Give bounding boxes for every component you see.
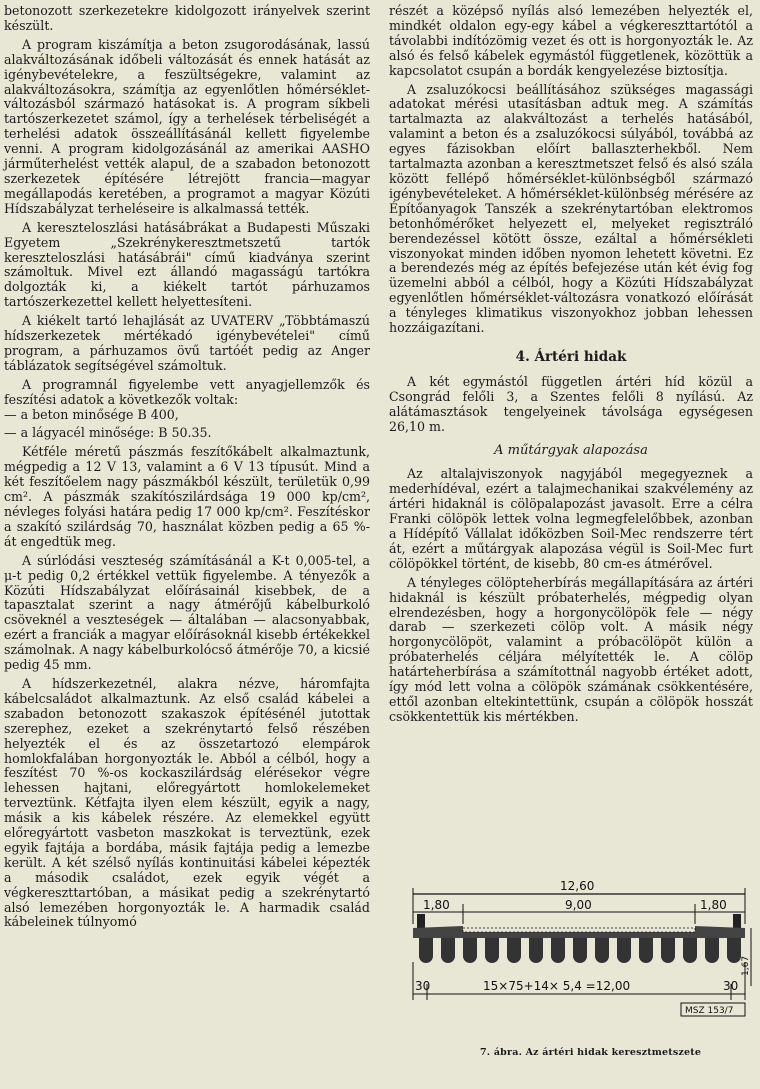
dimension-right: 1,80 bbox=[700, 898, 727, 912]
paragraph: A tényleges cölöpteherbírás megállapítására az ártéri hidaknál is készült próbaterhelés, mégpedig olyan elrendezésben, hogy a horgonycölöpök fele — négy darab — szerkezeti cölöp volt. A másik négy horgonycölöpöt, valamint a próbacölöpöt külön a próbaterhelés céljára mélyítették le. A cölöp határteherbírása a számítottnál nagyobb értéket adott, így mód lett volna a cölöpök számának csökkentésére, ettől azonban eltekintettünk, csupán a cölöpök hosszát csökkentettük kis mértékben. bbox=[389, 574, 753, 724]
paragraph: A kereszteloszlási hatásábrákat a Budapesti Műszaki Egyetem „Szekrénykeresztmetszetű tartók kereszteloszlási hatásábrái" című kiadványa szerint számoltuk. Mivel ezt állandó magasságú tartókra dolgozták ki, a kiékelt tartót párhuzamos tartószerkezettel kellett helyettesíteni. bbox=[4, 219, 370, 310]
girder bbox=[463, 938, 477, 963]
girder bbox=[529, 938, 543, 963]
girder bbox=[441, 938, 455, 963]
paragraph: A hídszerkezetnél, alakra nézve, háromfajta kábelcsaládot alkalmaztunk. Az első család kábelei a szabadon betonozott szakaszok építésénél jutottak szerephez, ezeket a szekrénytartó felső részében helyezték el és az összetartozó elempárok homlokfalában horgonyozták le. Abból a célból, hogy a feszítést 70 %-os kockaszilárdság elérésekor végre lehessen hajtani, előregyártott homlokelemeket terveztünk. Kétfajta ilyen elem készült, egyik a nagy, másik a kis kábelek részére. Az elemekkel együtt előregyártott vasbeton maszkokat is terveztünk, ezek egyik fajtája a bordába, másik fajtája pedig a lemezbe került. A két szélső nyílás kontinuitási kábelei képezték a második családot, ezek egyik végét a végkereszttartóban, a másikat pedig a szekrénytartó alsó lemezében horgonyozták le. A harmadik család kábeleinek túlnyomó bbox=[4, 675, 370, 930]
dimension-height: 1,67 bbox=[741, 955, 751, 976]
paragraph: részét a középső nyílás alsó lemezében helyezték el, mindkét oldalon egy-egy kábel a végkereszttartótól a távolabbi indítózömig vezet és ott is horgonyozták le. Az alsó és felső kábelek egymástól függetlenek, közöttük a kapcsolatot csupán a bordák kengyelezése biztosítja. bbox=[389, 3, 753, 78]
section-heading: 4. Ártéri hidak bbox=[515, 348, 627, 365]
list-item: — a beton minősége B 400, bbox=[4, 406, 179, 422]
girder bbox=[507, 938, 521, 963]
girder bbox=[617, 938, 631, 963]
girder bbox=[661, 938, 675, 963]
paragraph: A zsaluzókocsi beállításához szükséges magassági adatokat mérési utasításban adtuk meg. A számítás tartalmazta az alakváltozást a terhelés hatásából, valamint a beton és a zsaluzókocsi súlyából, továbbá az egyes fázisokban előírt ballaszterhekből. Nem tartalmazta azonban a keresztmetszet felső és alsó szála között fellépő hőmérséklet-különbségből származó igénybevételeket. A hőmérséklet-különbség mérésére az Építőanyagok Tanszék a szekrénytartóban elektromos betonhőmérőket helyezett el, melyeket regisztráló berendezéssel kötött össze, ezáltal a hőmérsékleti viszonyokat minden időben nyomon lehetett követni. Ez a berendezés még az építés befejezése után két évig fog üzemelni abból a célból, hogy a Közúti Hídszabályzat egyenlőtlen hőmérséklet-változásra vonatkozó előírását a tényleges klimatikus viszonyokhoz jobban lehessen hozzáigazítani. bbox=[389, 81, 753, 336]
paragraph: Kétféle méretű pászmás feszítőkábelt alkalmaztunk, mégpedig a 12 V 13, valamint a 6 V 13 típusút. Mind a két feszítőelem nagy pászmákból készült, területük 0,99 cm². A pászmák szakítószilárdsága 19 000 kp/cm², névleges folyási határa pedig 17 000 kp/cm². Feszítéskor a szakító szilárdság 70, használat közben pedig a 65 %-át engedtük meg. bbox=[4, 444, 370, 549]
paragraph: A kiékelt tartó lehajlását az UVATERV „Többtámaszú hídszerkezetek mértékadó igénybevételei" című program, a párhuzamos övű tartóét pedig az Anger táblázatok segítségével számoltuk. bbox=[4, 313, 370, 373]
dimension-edge-right: 30 bbox=[723, 979, 739, 993]
girder bbox=[705, 938, 719, 963]
figure-caption: 7. ábra. Az ártéri hidak keresztmetszete bbox=[480, 1047, 702, 1058]
dimension-left: 1,80 bbox=[423, 898, 450, 912]
railing-right bbox=[733, 914, 741, 928]
girder bbox=[485, 938, 499, 963]
girder-row bbox=[419, 938, 741, 963]
list-item: — a lágyacél minősége: B 50.35. bbox=[4, 425, 212, 441]
girder bbox=[639, 938, 653, 963]
standard-label: MSZ 153/7 bbox=[685, 1006, 734, 1016]
girder bbox=[573, 938, 587, 963]
girder bbox=[551, 938, 565, 963]
dimension-middle: 9,00 bbox=[565, 898, 592, 912]
girder bbox=[419, 938, 433, 963]
cross-section-drawing bbox=[405, 876, 755, 1036]
girder bbox=[727, 938, 741, 963]
paragraph: A két egymástól független ártéri híd közül a Csongrád felőli 3, a Szentes felőli 8 nyílású. Az alátámasztások tengelyeinek távolsága egységesen 26,10 m. bbox=[389, 373, 753, 434]
subsection-heading: A műtárgyak alapozása bbox=[494, 443, 648, 459]
dimension-bottom: 15×75+14× 5,4 =12,00 bbox=[483, 979, 631, 993]
paragraph: betonozott szerkezetekre kidolgozott irányelvek szerint készült. bbox=[4, 3, 370, 33]
paragraph: A súrlódási veszteség számításánál a K-t 0,005-tel, a μ-t pedig 0,2 értékkel vettük figyelembe. A tényezők a Közúti Hídszabályzat előírásainál kisebbek, de a tapasztalat szerint a nagy átmérőjű kábelburkoló csöveknél a veszteségek — általában — alacsonyabbak, ezért a franciák a magyar előírásoknál kisebb értékekkel számolnak. A nagy kábelburkolócső átmérője 70, a kicsié pedig 45 mm. bbox=[4, 552, 370, 673]
dimension-total: 12,60 bbox=[560, 879, 595, 893]
girder bbox=[595, 938, 609, 963]
road-surface bbox=[463, 928, 695, 932]
paragraph: A programnál figyelembe vett anyagjellemzők és feszítési adatok a következők voltak: bbox=[4, 376, 370, 407]
paragraph: A program kiszámítja a beton zsugorodásának, lassú alakváltozásának időbeli változását és ennek hatását az igénybevételekre, a feszültségekre, valamint az alakváltozásokra, számítja az egyenlőtlen hőmérséklet-változásból származó hatásokat is. A program síkbeli tartószerkezetet számol, így a terhelések térbeliségét a terhelési adatok összeállításánál kellett figyelembe venni. A program kidolgozásánál az amerikai AASHO járműterhelést vették alapul, de a szabadon betonozott szerkezetek építésére létrejött francia—magyar megállapodás keretében, a programot a magyar Közúti Hídszabályzat terheléseire is alkalmassá tették. bbox=[4, 36, 370, 216]
railing-left bbox=[417, 914, 425, 928]
dimension-edge-left: 30 bbox=[415, 979, 431, 993]
paragraph: Az altalajviszonyok nagyjából megegyeznek a mederhídéval, ezért a talajmechanikai szakvélemény az ártéri hidaknál is cölöpalapozást javasolt. Erre a célra Franki cölöpök lettek volna legmegfelelőbbek, azonban a Hídépítő Vállalat időközben Soil-Mec rendszerre tért át, ezért a műtárgyak alapozása végül is Soil-Mec furt cölöpökkel történt, de kisebb, 80 cm-es átmérővel. bbox=[389, 466, 753, 571]
right-column bbox=[389, 4, 753, 729]
girder bbox=[683, 938, 697, 963]
left-column bbox=[4, 4, 370, 934]
cross-section-figure bbox=[405, 876, 755, 1056]
